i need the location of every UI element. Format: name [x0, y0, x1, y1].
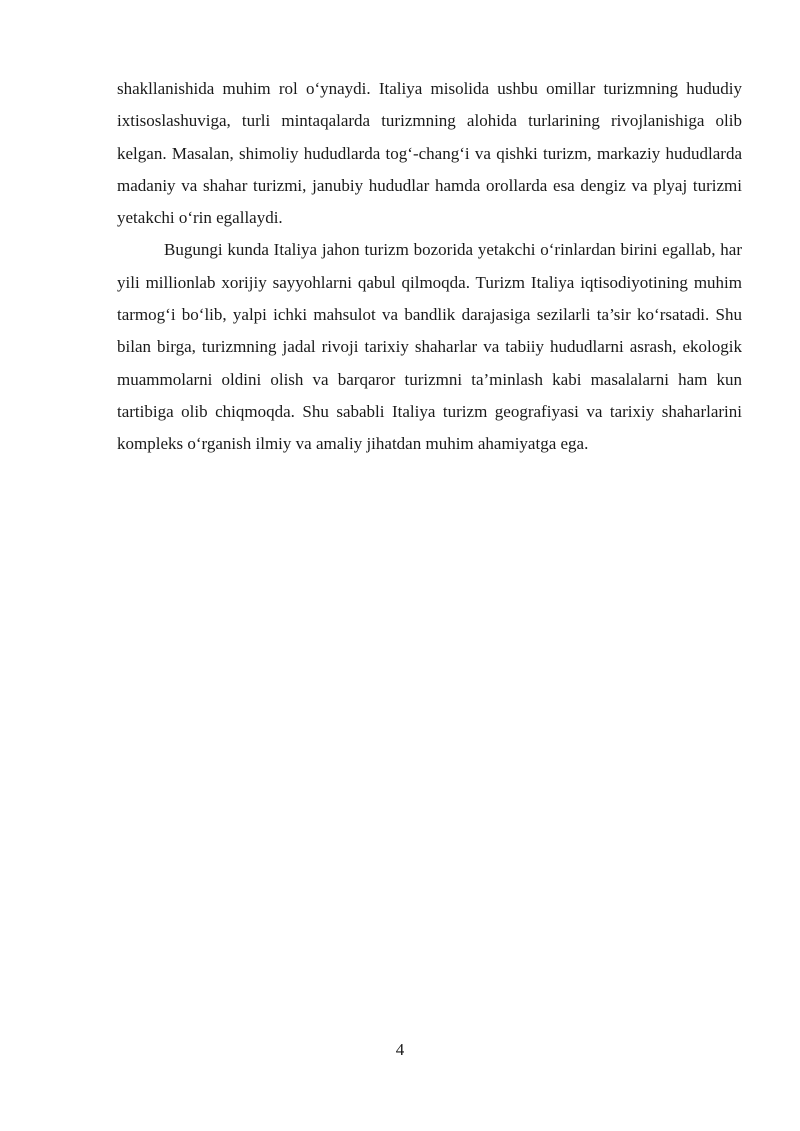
page-number: 4	[395, 1040, 405, 1059]
paragraph-continuation: shakllanishida muhim rol o‘ynaydi. Italiya misolida ushbu omillar turizmning hududiy ixtisoslashuviga, turli mintaqalarda turizmning alohida turlarining rivojlanishiga olib kelgan. Masalan, shimoliy hududlarda tog‘-chang‘i va qishki turizm, markaziy hududlarda madaniy va shahar turizmi, janubiy hududlar hamda orollarda esa dengiz va plyaj turizmi yetakchi o‘rin egallaydi.	[117, 79, 742, 228]
document-body	[117, 73, 742, 461]
paragraph-italy-tourism: Bugungi kunda Italiya jahon turizm bozorida yetakchi o‘rinlardan birini egallab, har yili millionlab xorijiy sayyohlarni qabul qilmoqda. Turizm Italiya iqtisodiyotining muhim tarmog‘i bo‘lib, yalpi ichki mahsulot va bandlik darajasiga sezilarli ta’sir ko‘rsatadi. Shu bilan birga, turizmning jadal rivoji tarixiy shaharlar va tabiiy hududlarni asrash, ekologik muammolarni oldini olish va barqaror turizmni ta’minlash kabi masalalarni ham kun tartibiga olib chiqmoqda. Shu sababli Italiya turizm geografiyasi va tarixiy shaharlarini kompleks o‘rganish ilmiy va amaliy jihatdan muhim ahamiyatga ega.	[117, 240, 742, 454]
